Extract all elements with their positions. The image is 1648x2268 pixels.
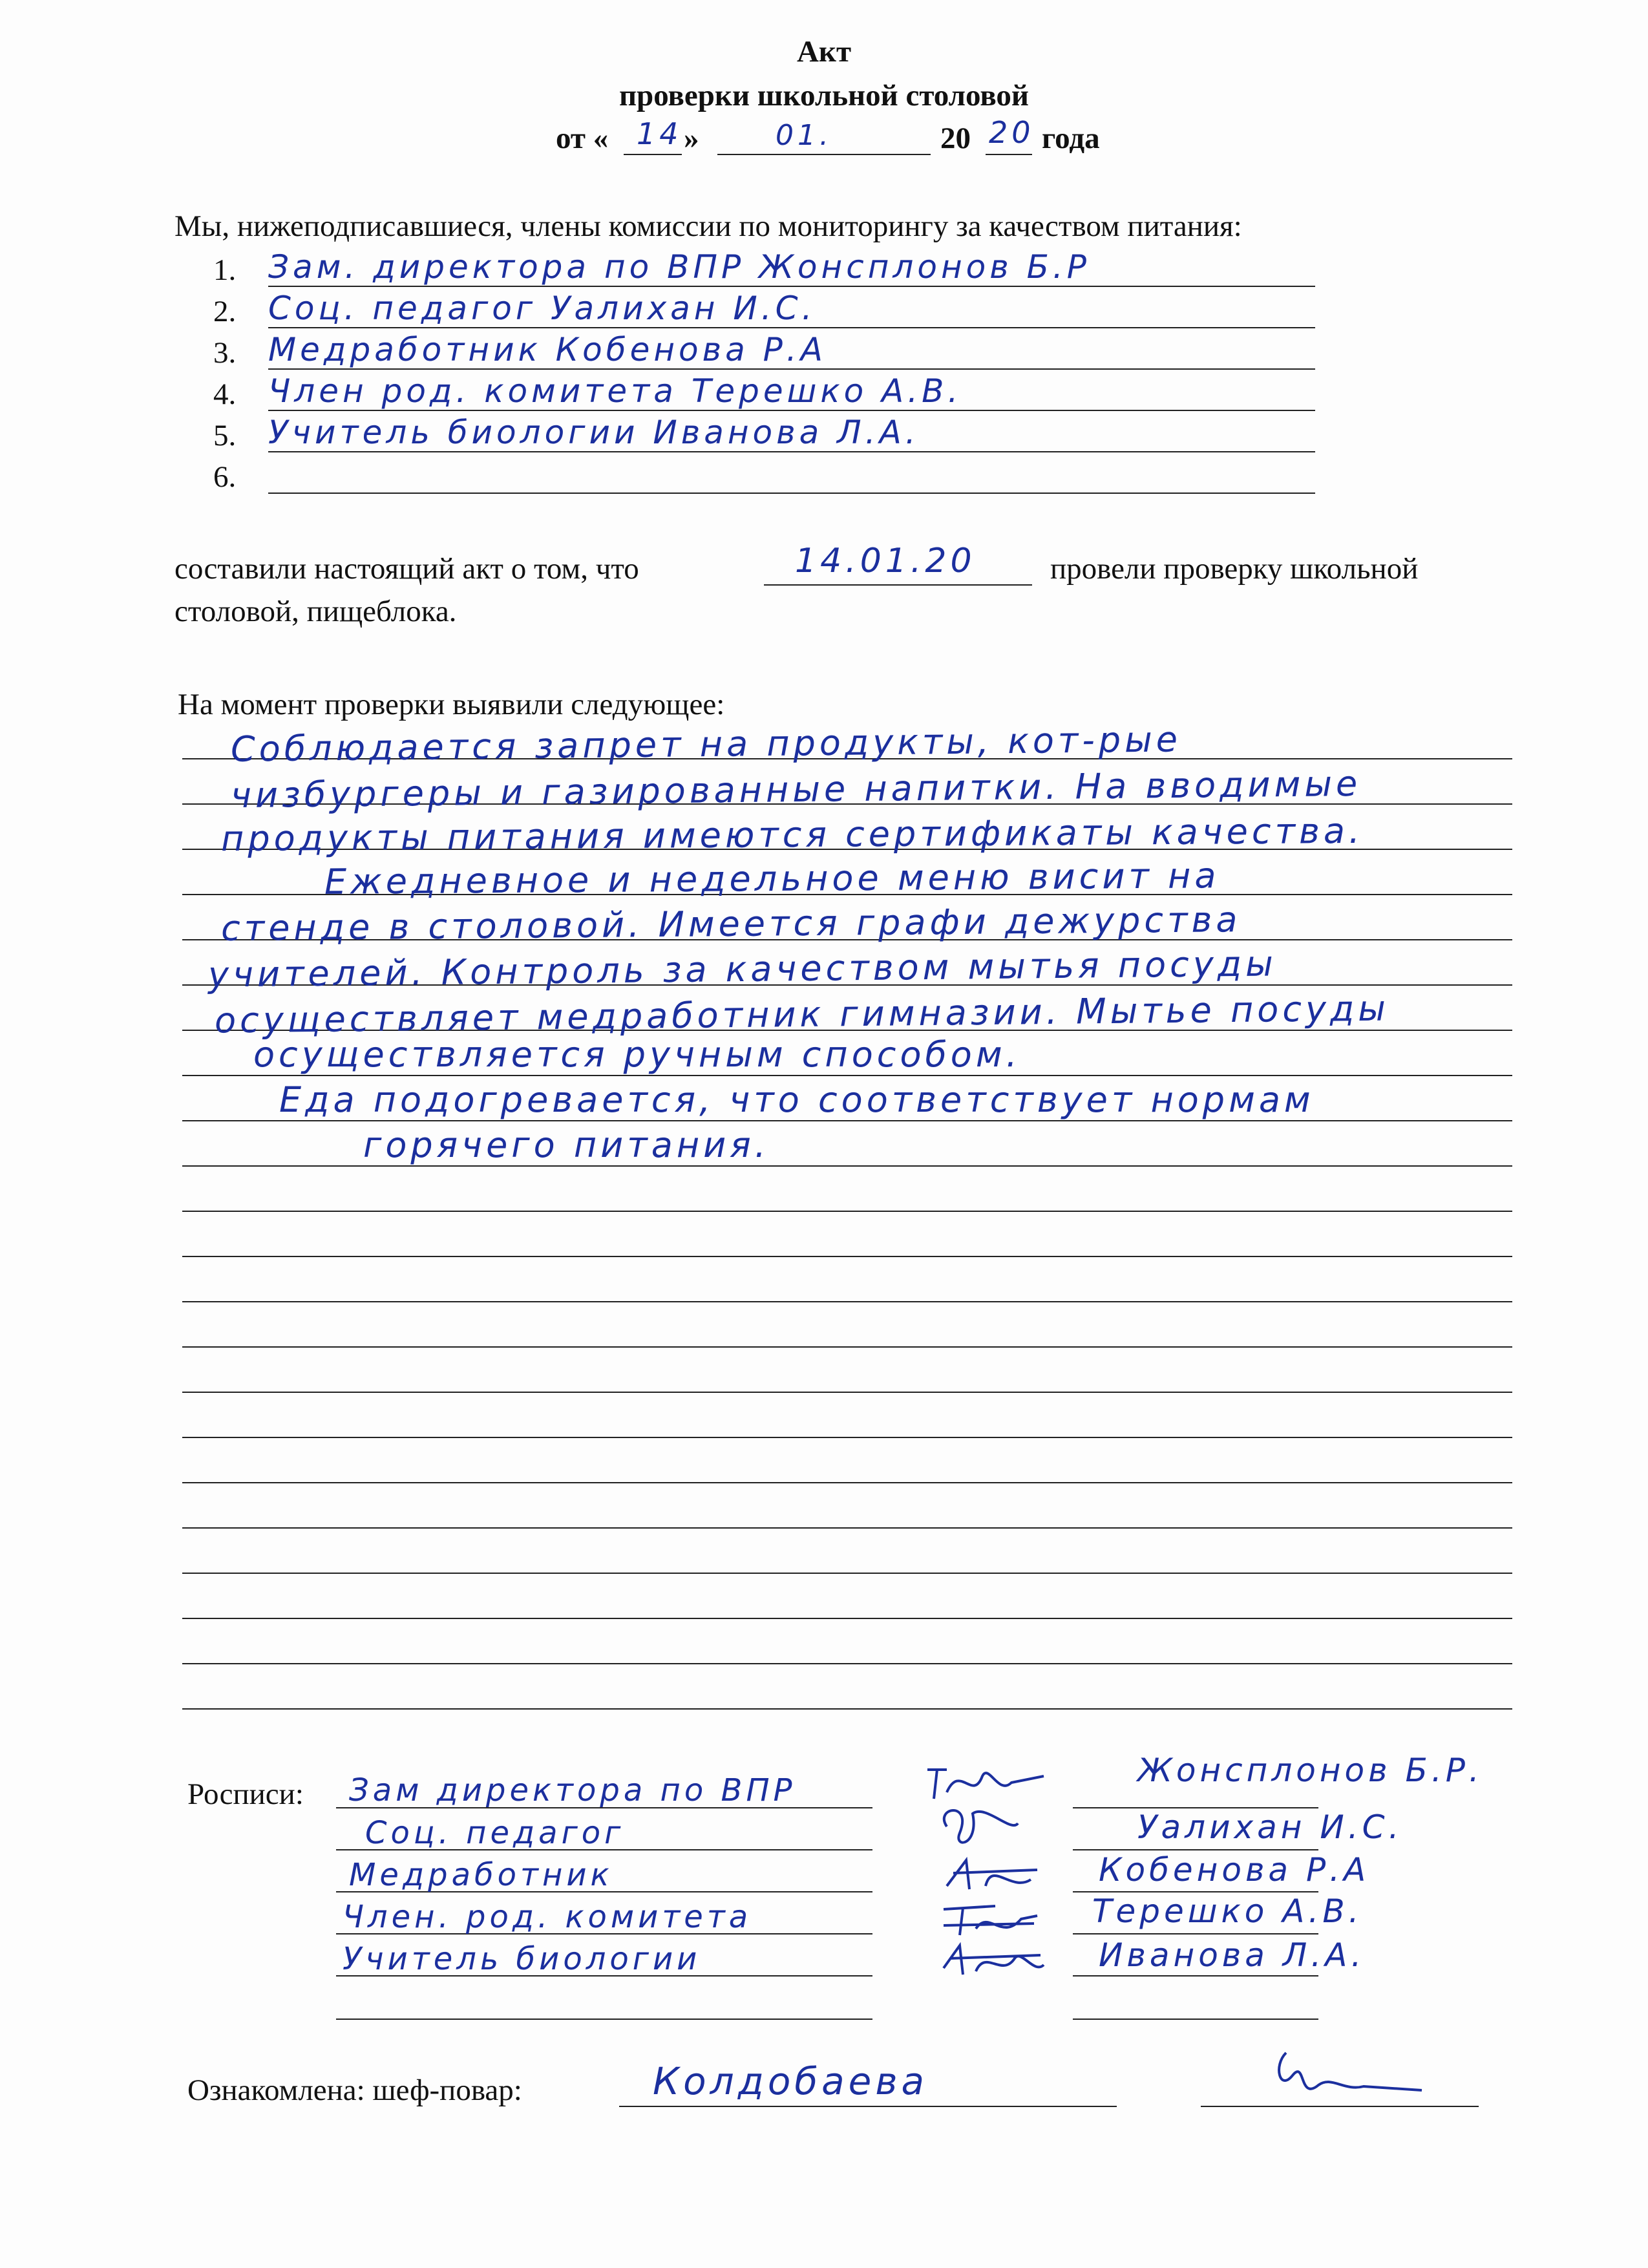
member-row xyxy=(213,331,1325,374)
signer-position: Член. род. комитета xyxy=(343,1899,752,1935)
intro-text: Мы, нижеподписавшиеся, члены комиссии по мониторингу за качеством питания: xyxy=(174,209,1242,243)
signer-name: Терешко А.В. xyxy=(1092,1892,1363,1930)
finding-line: учителей. Контроль за качеством мытья посуды xyxy=(207,943,1278,995)
name-rule xyxy=(1073,2019,1318,2020)
signer-position: Соц. педагог xyxy=(365,1815,625,1851)
member-text: Член род. комитета Терешко А.В. xyxy=(268,372,962,410)
member-number: 4. xyxy=(213,377,237,411)
signer-name: Уалихан И.С. xyxy=(1137,1808,1403,1846)
ruled-line xyxy=(182,1301,1512,1302)
position-rule xyxy=(336,2019,872,2020)
findings-lines xyxy=(182,719,1514,1732)
date-month: 01. xyxy=(776,119,832,152)
member-row xyxy=(213,372,1325,415)
member-number: 1. xyxy=(213,253,237,287)
ruled-line xyxy=(182,1256,1512,1257)
finding-line: горячего питания. xyxy=(363,1125,770,1165)
ruled-line xyxy=(182,1618,1512,1619)
finding-line: стенде в столовой. Имеется графи дежурства xyxy=(220,899,1241,949)
date-year-suffix: 20 xyxy=(989,115,1035,150)
member-rule xyxy=(268,286,1315,287)
member-number: 3. xyxy=(213,336,237,370)
signer-position: Медработник xyxy=(349,1857,613,1893)
finding-line: продукты питания имеются сертификаты качества. xyxy=(220,810,1364,860)
date-prefix: от « xyxy=(556,122,609,155)
composed-date-rule xyxy=(764,584,1032,586)
member-row xyxy=(213,459,1325,498)
member-number: 6. xyxy=(213,460,237,494)
name-rule xyxy=(1073,1975,1318,1977)
ruled-line xyxy=(182,1527,1512,1529)
date-year-rule xyxy=(986,154,1032,155)
date-line xyxy=(556,115,1137,159)
finding-line: осуществляет медработник гимназии. Мытье посуды xyxy=(214,988,1390,1041)
member-text: Медработник Кобенова Р.А xyxy=(268,331,827,368)
signer-position: Зам директора по ВПР xyxy=(349,1772,796,1808)
date-day: 14 xyxy=(637,116,682,151)
member-row xyxy=(213,248,1325,291)
handwritten-signature xyxy=(934,1801,1024,1856)
finding-line: Еда подогревается, что соответствует нормам xyxy=(279,1079,1315,1120)
ruled-line xyxy=(182,1392,1512,1393)
signer-position: Учитель биологии xyxy=(343,1941,701,1977)
member-rule xyxy=(268,410,1315,411)
ruled-line xyxy=(182,1346,1512,1348)
member-number: 5. xyxy=(213,419,237,452)
ruled-line xyxy=(182,1573,1512,1574)
date-year-prefix: 20 xyxy=(940,122,971,155)
chef-name: Колдобаева xyxy=(653,2059,929,2103)
date-suffix: года xyxy=(1042,122,1100,155)
signatures-table xyxy=(336,1752,1538,2028)
member-rule xyxy=(268,451,1315,452)
signer-name: Кобенова Р.А xyxy=(1099,1851,1370,1889)
finding-line: осуществляется ручным способом. xyxy=(253,1034,1021,1075)
name-rule xyxy=(1073,1849,1318,1850)
member-text: Учитель биологии Иванова Л.А. xyxy=(268,414,920,451)
handwritten-signature xyxy=(937,1896,1041,1945)
finding-line: чизбургеры и газированные напитки. На вводимые xyxy=(230,763,1362,816)
composed-after: провели проверку школьной xyxy=(1050,552,1419,586)
member-text: Соц. педагог Уалихан И.С. xyxy=(268,290,816,327)
name-rule xyxy=(1073,1933,1318,1934)
composed-line2: столовой, пищеблока. xyxy=(174,595,457,628)
member-rule xyxy=(268,327,1315,328)
ruled-line xyxy=(182,1211,1512,1212)
signer-name: Иванова Л.А. xyxy=(1099,1936,1366,1974)
member-rule xyxy=(268,493,1315,494)
document-title: Акт xyxy=(796,35,852,69)
chef-block xyxy=(187,2059,1545,2143)
date-sep: » xyxy=(684,122,699,155)
date-day-rule xyxy=(624,154,682,155)
ruled-line xyxy=(182,1482,1512,1483)
member-row xyxy=(213,290,1325,332)
signatures-label: Росписи: xyxy=(187,1777,304,1811)
signer-name: Жонсплонов Б.Р. xyxy=(1137,1752,1483,1789)
document-subtitle: проверки школьной столовой xyxy=(618,79,1030,112)
handwritten-signature xyxy=(1260,2040,1428,2114)
member-text: Зам. директора по ВПР Жонсплонов Б.Р xyxy=(268,248,1090,286)
member-row xyxy=(213,414,1325,456)
findings-heading: На момент проверки выявили следующее: xyxy=(178,688,725,721)
member-rule xyxy=(268,368,1315,370)
ruled-line xyxy=(182,1708,1512,1710)
handwritten-signature xyxy=(937,1939,1047,1987)
chef-name-rule xyxy=(619,2106,1117,2107)
finding-line: Ежедневное и недельное меню висит на xyxy=(324,855,1220,902)
composed-before: составили настоящий акт о том, что xyxy=(174,552,639,586)
chef-label: Ознакомлена: шеф-повар: xyxy=(187,2073,522,2107)
finding-line: Соблюдается запрет на продукты, кот-рые xyxy=(230,719,1182,770)
composed-block xyxy=(174,542,1532,641)
ruled-line xyxy=(182,1165,1512,1167)
member-number: 2. xyxy=(213,295,237,328)
ruled-line xyxy=(182,1075,1512,1076)
ruled-line xyxy=(182,1437,1512,1438)
members-list xyxy=(213,248,1325,524)
date-month-rule xyxy=(717,154,931,155)
ruled-line xyxy=(182,1663,1512,1664)
composed-date: 14.01.20 xyxy=(795,542,976,580)
ruled-line xyxy=(182,1120,1512,1121)
handwritten-signature xyxy=(940,1854,1044,1902)
